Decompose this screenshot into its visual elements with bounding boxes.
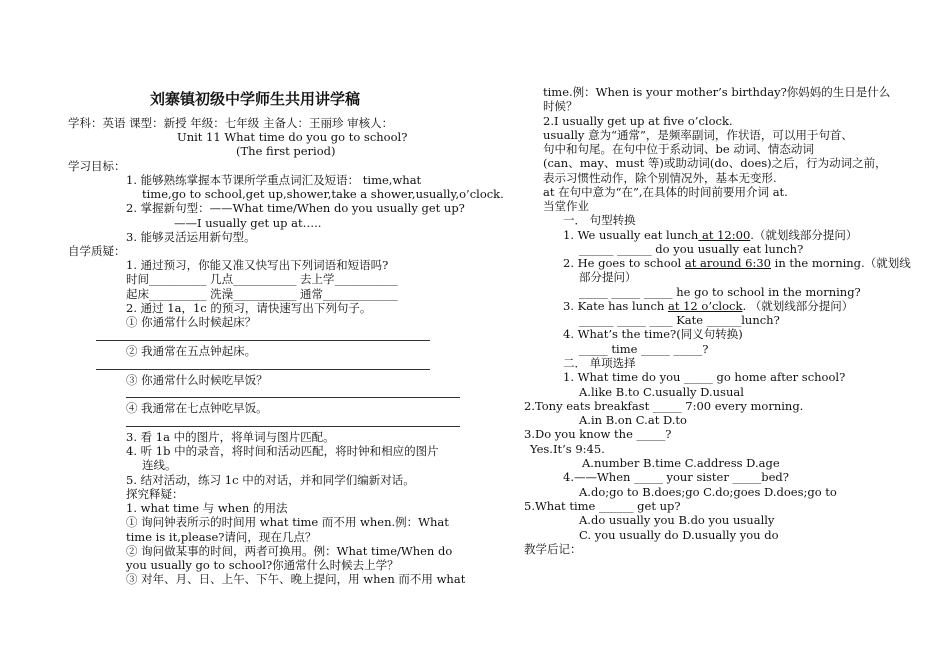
explore-line: time.例：When is your mother’s birthday?你妈妈的生日是什么 (543, 85, 891, 99)
answer-line (126, 397, 460, 398)
mc-question: 5.What time ______ get up? (524, 499, 681, 513)
mc-question: 2.Tony eats breakfast _____ 7:00 every morning. (524, 399, 804, 413)
explore-line: (can、may、must 等)或助动词(do、does)之后，行为动词之前， (543, 156, 887, 170)
answer-line (96, 369, 430, 370)
section-heading: 二． 单项选择 (563, 356, 636, 370)
objectives-heading: 学习目标： (68, 159, 126, 173)
mc-options: C. you usually do D.usually you do (579, 528, 779, 542)
objective-1-cont: time,go to school,get up,shower,take a shower,usually,o’clock. (142, 187, 504, 201)
mc-options: A.in B.on C.at D.to (579, 413, 687, 427)
mc-options: A.like B.to C.usually D.usual (579, 385, 744, 399)
explore-line: 时候？ (543, 99, 578, 113)
question-2: 2. He goes to school at around 6:30 in the morning.（就划线 (563, 256, 911, 270)
explore-heading: 探究释疑： (126, 487, 184, 501)
question-3: 3. Kate has lunch at 12 o’clock. （就划线部分提问） (563, 299, 854, 313)
self-study-4-cont: 连线。 (142, 458, 177, 472)
self-study-5: 5. 结对活动，练习 1c 中的对话，并和同学们编新对话。 (126, 473, 415, 487)
postscript-heading: 教学后记： (524, 542, 582, 556)
self-study-4: 4. 听 1b 中的录音，将时间和活动匹配，将时钟和相应的图片 (126, 444, 439, 458)
question-1-answer: ______ ______ do you usually eat lunch? (579, 242, 804, 256)
answer-line (126, 426, 460, 427)
question-1: 1. We usually eat lunch at 12:00.（就划线部分提问） (563, 228, 858, 242)
explore-line: you usually go to school?你通常什么时候去上学？ (126, 558, 399, 572)
self-study-3: 3. 看 1a 中的图片，将单词与图片匹配。 (126, 430, 335, 444)
homework-heading: 当堂作业 (543, 199, 589, 213)
sentence-prompt-3: ③ 你通常什么时候吃早饭？ (126, 373, 268, 387)
sentence-prompt-1: ① 你通常什么时候起床？ (126, 315, 257, 329)
explore-line: time is it,please?请问，现在几点？ (126, 530, 317, 544)
explore-line: usually 意为“通常”，是频率副词，作状语，可以用于句首、 (543, 128, 853, 142)
explore-line: 2.I usually get up at five o’clock. (543, 114, 733, 128)
vocab-row-2: 起床__________ 洗澡___________ 通常_____________ (126, 287, 398, 301)
vocab-row-1: 时间__________ 几点___________ 去上学___________ (126, 272, 398, 286)
mc-options: A.do;go to B.does;go C.do;goes D.does;go to (579, 485, 837, 499)
answer-line (96, 340, 430, 341)
page-title: 刘寨镇初级中学师生共用讲学稿 (150, 90, 361, 108)
mc-question: 4.——When _____ your sister _____bed? (563, 470, 789, 484)
question-2-answer: _____ _____ _____ he go to school in the morning? (579, 285, 861, 299)
explore-line: ③ 对年、月、日、上午、下午、晚上提问，用 when 而不用 what (126, 572, 466, 586)
question-4: 4. What’s the time?(同义句转换) (563, 327, 743, 341)
explore-line: at 在句中意为“在”,在具体的时间前要用介词 at. (543, 185, 788, 199)
self-study-heading: 自学质疑： (68, 244, 126, 258)
mc-options: A.do usually you B.do you usually (579, 513, 775, 527)
sentence-prompt-4: ④ 我通常在七点钟吃早饭。 (126, 401, 268, 415)
objective-2: 2. 掌握新句型：——What time/When do you usually get up? (126, 201, 465, 215)
self-study-1: 1. 通过预习，你能又准又快写出下列词语和短语吗? (126, 258, 389, 272)
mc-question: 1. What time do you _____ go home after school? (563, 370, 846, 384)
mc-question: 3.Do you know the _____? (524, 427, 672, 441)
objective-3: 3. 能够灵活运用新句型。 (126, 230, 256, 244)
question-2-cont: 部分提问） (579, 270, 637, 284)
question-4-answer: _____ time _____ _____? (579, 342, 709, 356)
explore-line: 1. what time 与 when 的用法 (126, 501, 288, 515)
objective-2-cont: ——I usually get up at….. (174, 216, 322, 230)
objective-1: 1. 能够熟练掌握本节课所学重点词汇及短语： time,what (126, 173, 422, 187)
self-study-2: 2. 通过 1a，1c 的预习，请快速写出下列句子。 (126, 301, 372, 315)
explore-line: 表示习惯性动作，除个别情况外，基本无变形. (543, 171, 777, 185)
mc-question-cont: Yes.It’s 9:45. (530, 442, 605, 456)
sentence-prompt-2: ② 我通常在五点钟起床。 (126, 344, 257, 358)
unit-title: Unit 11 What time do you go to school? (177, 130, 408, 144)
mc-options: A.number B.time C.address D.age (582, 456, 780, 470)
period-title: (The first period) (236, 144, 336, 158)
question-3-answer: ______ _____ ____ Kate ______lunch? (579, 313, 780, 327)
explore-line: ① 询问钟表所示的时间用 what time 而不用 when.例：What (126, 515, 449, 529)
section-heading: 一． 句型转换 (563, 213, 636, 227)
explore-line: ② 询问做某事的时间，两者可换用。例：What time/When do (126, 544, 453, 558)
explore-line: 句中和句尾。在句中位于系动词、be 动词、情态动词 (543, 142, 814, 156)
meta-line: 学科：英语 课型：新授 年级：七年级 主备人：王丽珍 审核人： (68, 116, 394, 130)
